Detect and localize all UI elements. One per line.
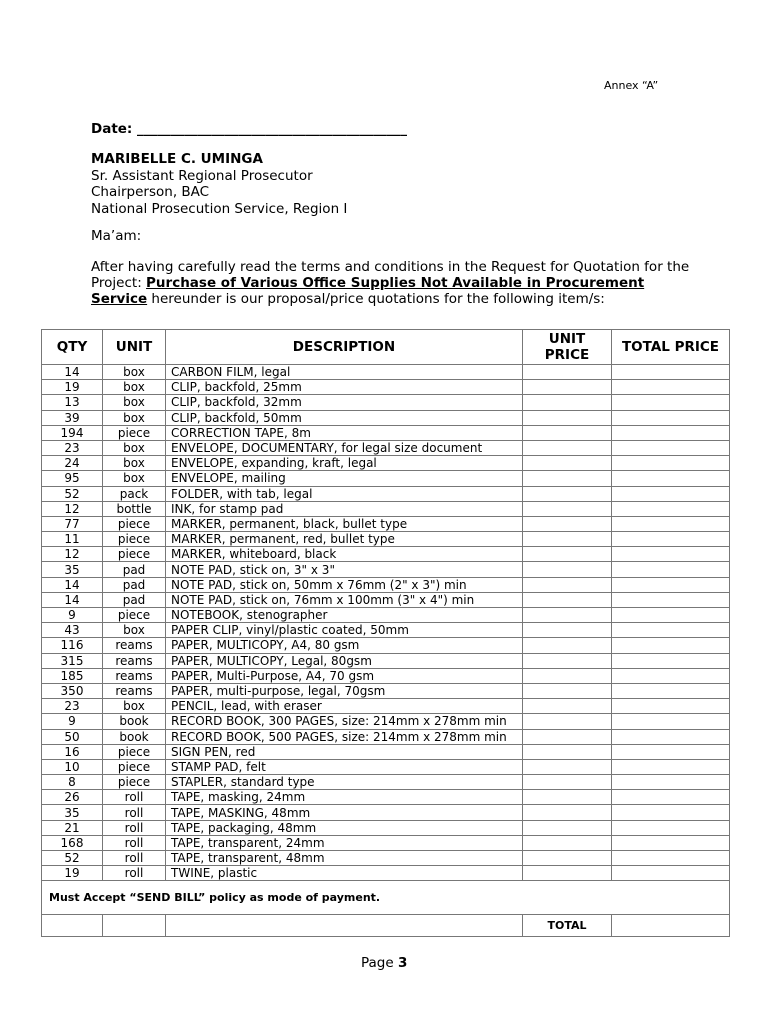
row-qty: 168 [42, 835, 103, 850]
row-unit: piece [103, 759, 166, 774]
row-description: NOTE PAD, stick on, 50mm x 76mm (2" x 3") min [166, 577, 523, 592]
row-qty: 77 [42, 516, 103, 531]
row-unit: roll [103, 790, 166, 805]
row-qty: 8 [42, 775, 103, 790]
row-unit: box [103, 380, 166, 395]
table-row [42, 516, 730, 531]
table-row [42, 653, 730, 668]
row-qty: 95 [42, 471, 103, 486]
table-row [42, 577, 730, 592]
row-unit-price[interactable] [523, 486, 612, 501]
header-total-price: TOTAL PRICE [612, 330, 730, 365]
row-description: TAPE, transparent, 24mm [166, 835, 523, 850]
row-description: ENVELOPE, mailing [166, 471, 523, 486]
row-qty: 14 [42, 592, 103, 607]
payment-note: Must Accept “SEND BILL” policy as mode of payment. [42, 881, 730, 915]
row-unit-price[interactable] [523, 851, 612, 866]
row-total-price[interactable] [612, 380, 730, 395]
row-total-price[interactable] [612, 395, 730, 410]
row-unit: reams [103, 638, 166, 653]
row-unit: pad [103, 592, 166, 607]
row-total-price[interactable] [612, 835, 730, 850]
table-row [42, 365, 730, 380]
row-unit: roll [103, 851, 166, 866]
row-total-price[interactable] [612, 653, 730, 668]
table-row [42, 623, 730, 638]
row-unit-price[interactable] [523, 638, 612, 653]
row-total-price[interactable] [612, 851, 730, 866]
body-intro: After having carefully read the terms and conditions in the Request for Quotation for the Project: [91, 259, 690, 291]
row-unit-price[interactable] [523, 577, 612, 592]
row-total-price[interactable] [612, 471, 730, 486]
table-row [42, 471, 730, 486]
table-row [42, 592, 730, 607]
row-unit: pad [103, 577, 166, 592]
row-total-price[interactable] [612, 486, 730, 501]
total-blank-cell [103, 915, 166, 937]
row-qty: 50 [42, 729, 103, 744]
row-description: MARKER, whiteboard, black [166, 547, 523, 562]
row-unit: piece [103, 608, 166, 623]
row-unit-price[interactable] [523, 380, 612, 395]
row-description: TWINE, plastic [166, 866, 523, 881]
row-qty: 9 [42, 714, 103, 729]
table-row [42, 835, 730, 850]
row-description: PAPER, multi-purpose, legal, 70gsm [166, 683, 523, 698]
row-unit: pad [103, 562, 166, 577]
row-total-price[interactable] [612, 866, 730, 881]
row-total-price[interactable] [612, 744, 730, 759]
row-unit: reams [103, 668, 166, 683]
table-row [42, 744, 730, 759]
row-total-price[interactable] [612, 638, 730, 653]
row-unit: box [103, 471, 166, 486]
row-description: INK, for stamp pad [166, 501, 523, 516]
row-unit: reams [103, 653, 166, 668]
row-unit-price[interactable] [523, 699, 612, 714]
row-unit: roll [103, 835, 166, 850]
row-description: TAPE, transparent, 48mm [166, 851, 523, 866]
recipient-office: National Prosecution Service, Region I [91, 200, 348, 217]
table-row [42, 775, 730, 790]
table-row [42, 714, 730, 729]
table-row [42, 410, 730, 425]
row-description: SIGN PEN, red [166, 744, 523, 759]
row-total-price[interactable] [612, 410, 730, 425]
total-blank-cell [166, 915, 523, 937]
table-row [42, 562, 730, 577]
row-unit: piece [103, 775, 166, 790]
row-total-price[interactable] [612, 577, 730, 592]
row-unit: reams [103, 683, 166, 698]
row-description: FOLDER, with tab, legal [166, 486, 523, 501]
row-total-price[interactable] [612, 683, 730, 698]
row-unit-price[interactable] [523, 395, 612, 410]
payment-note-row [42, 881, 730, 915]
quotation-table [41, 329, 730, 937]
row-unit-price[interactable] [523, 668, 612, 683]
row-qty: 19 [42, 866, 103, 881]
row-qty: 116 [42, 638, 103, 653]
row-total-price[interactable] [612, 365, 730, 380]
row-unit-price[interactable] [523, 623, 612, 638]
header-description: DESCRIPTION [166, 330, 523, 365]
row-unit-price[interactable] [523, 805, 612, 820]
page-label: Page [361, 955, 398, 971]
row-unit-price[interactable] [523, 456, 612, 471]
table-row [42, 790, 730, 805]
row-description: PAPER, MULTICOPY, A4, 80 gsm [166, 638, 523, 653]
table-row [42, 683, 730, 698]
row-qty: 52 [42, 851, 103, 866]
row-unit: piece [103, 547, 166, 562]
row-description: CORRECTION TAPE, 8m [166, 425, 523, 440]
row-total-price[interactable] [612, 714, 730, 729]
page-number-value: 3 [397, 955, 408, 971]
row-description: TAPE, MASKING, 48mm [166, 805, 523, 820]
table-header-row [42, 330, 730, 365]
row-unit: roll [103, 866, 166, 881]
row-qty: 24 [42, 456, 103, 471]
row-description: CLIP, backfold, 50mm [166, 410, 523, 425]
row-description: PAPER CLIP, vinyl/plastic coated, 50mm [166, 623, 523, 638]
row-unit: box [103, 623, 166, 638]
page-number [361, 955, 407, 971]
row-qty: 10 [42, 759, 103, 774]
grand-total-cell[interactable] [612, 915, 730, 937]
date-field: Date: ________________________________________ [91, 121, 408, 137]
row-unit-price[interactable] [523, 562, 612, 577]
table-row [42, 608, 730, 623]
row-unit-price[interactable] [523, 440, 612, 455]
row-total-price[interactable] [612, 456, 730, 471]
row-qty: 12 [42, 501, 103, 516]
row-description: STAPLER, standard type [166, 775, 523, 790]
row-total-price[interactable] [612, 805, 730, 820]
body-paragraph [91, 259, 691, 307]
row-unit-price[interactable] [523, 592, 612, 607]
row-unit: piece [103, 532, 166, 547]
table-row [42, 380, 730, 395]
row-qty: 315 [42, 653, 103, 668]
row-unit-price[interactable] [523, 790, 612, 805]
table-row [42, 699, 730, 714]
row-qty: 35 [42, 562, 103, 577]
row-unit-price[interactable] [523, 365, 612, 380]
row-unit: box [103, 410, 166, 425]
row-unit: roll [103, 820, 166, 835]
row-unit: box [103, 440, 166, 455]
table-row [42, 729, 730, 744]
row-description: ENVELOPE, expanding, kraft, legal [166, 456, 523, 471]
table-row [42, 440, 730, 455]
row-description: RECORD BOOK, 500 PAGES, size: 214mm x 278mm min [166, 729, 523, 744]
row-unit-price[interactable] [523, 532, 612, 547]
row-unit: box [103, 699, 166, 714]
row-qty: 350 [42, 683, 103, 698]
table-row [42, 425, 730, 440]
row-unit-price[interactable] [523, 471, 612, 486]
row-total-price[interactable] [612, 547, 730, 562]
row-qty: 35 [42, 805, 103, 820]
total-blank-cell [42, 915, 103, 937]
row-description: NOTE PAD, stick on, 3" x 3" [166, 562, 523, 577]
row-total-price[interactable] [612, 775, 730, 790]
row-description: STAMP PAD, felt [166, 759, 523, 774]
table-row [42, 501, 730, 516]
header-qty: QTY [42, 330, 103, 365]
row-qty: 43 [42, 623, 103, 638]
recipient-title: Sr. Assistant Regional Prosecutor [91, 167, 313, 184]
row-total-price[interactable] [612, 790, 730, 805]
row-total-price[interactable] [612, 608, 730, 623]
row-qty: 12 [42, 547, 103, 562]
row-total-price[interactable] [612, 501, 730, 516]
row-total-price[interactable] [612, 759, 730, 774]
header-unit: UNIT [103, 330, 166, 365]
row-qty: 13 [42, 395, 103, 410]
row-unit: box [103, 365, 166, 380]
row-unit: piece [103, 516, 166, 531]
row-total-price[interactable] [612, 699, 730, 714]
row-description: NOTEBOOK, stenographer [166, 608, 523, 623]
row-qty: 52 [42, 486, 103, 501]
row-unit: bottle [103, 501, 166, 516]
table-row [42, 866, 730, 881]
table-row [42, 638, 730, 653]
row-unit: book [103, 714, 166, 729]
table-row [42, 668, 730, 683]
total-row [42, 915, 730, 937]
table-row [42, 486, 730, 501]
row-description: CARBON FILM, legal [166, 365, 523, 380]
table-row [42, 820, 730, 835]
recipient-block [91, 151, 347, 217]
row-unit-price[interactable] [523, 425, 612, 440]
table-row [42, 532, 730, 547]
row-total-price[interactable] [612, 820, 730, 835]
row-total-price[interactable] [612, 532, 730, 547]
row-unit: piece [103, 744, 166, 759]
row-unit-price[interactable] [523, 744, 612, 759]
row-total-price[interactable] [612, 668, 730, 683]
row-total-price[interactable] [612, 516, 730, 531]
row-description: RECORD BOOK, 300 PAGES, size: 214mm x 278mm min [166, 714, 523, 729]
row-description: PENCIL, lead, with eraser [166, 699, 523, 714]
row-unit-price[interactable] [523, 608, 612, 623]
total-label: TOTAL [523, 915, 612, 937]
row-description: CLIP, backfold, 32mm [166, 395, 523, 410]
row-qty: 16 [42, 744, 103, 759]
row-description: TAPE, packaging, 48mm [166, 820, 523, 835]
table-row [42, 456, 730, 471]
row-unit: pack [103, 486, 166, 501]
table-row [42, 759, 730, 774]
row-qty: 14 [42, 577, 103, 592]
salutation: Ma’am: [91, 228, 142, 244]
project-title: Purchase of Various Office Supplies Not Available in Procurement Service [91, 275, 645, 307]
table-row [42, 395, 730, 410]
row-qty: 185 [42, 668, 103, 683]
row-unit-price[interactable] [523, 410, 612, 425]
header-unit-price: UNIT PRICE [523, 330, 612, 365]
row-qty: 11 [42, 532, 103, 547]
row-description: ENVELOPE, DOCUMENTARY, for legal size document [166, 440, 523, 455]
row-unit-price[interactable] [523, 516, 612, 531]
row-qty: 9 [42, 608, 103, 623]
row-unit: box [103, 395, 166, 410]
row-unit-price[interactable] [523, 653, 612, 668]
row-unit: roll [103, 805, 166, 820]
row-total-price[interactable] [612, 440, 730, 455]
row-unit-price[interactable] [523, 835, 612, 850]
row-unit: box [103, 456, 166, 471]
row-qty: 26 [42, 790, 103, 805]
row-total-price[interactable] [612, 729, 730, 744]
row-unit-price[interactable] [523, 729, 612, 744]
row-description: MARKER, permanent, red, bullet type [166, 532, 523, 547]
row-qty: 21 [42, 820, 103, 835]
row-total-price[interactable] [612, 425, 730, 440]
row-description: TAPE, masking, 24mm [166, 790, 523, 805]
row-unit-price[interactable] [523, 820, 612, 835]
row-qty: 23 [42, 440, 103, 455]
row-qty: 23 [42, 699, 103, 714]
row-description: PAPER, Multi-Purpose, A4, 70 gsm [166, 668, 523, 683]
row-unit-price[interactable] [523, 547, 612, 562]
table-row [42, 851, 730, 866]
row-total-price[interactable] [612, 562, 730, 577]
recipient-position: Chairperson, BAC [91, 184, 210, 200]
row-description: MARKER, permanent, black, bullet type [166, 516, 523, 531]
table-row [42, 547, 730, 562]
row-qty: 194 [42, 425, 103, 440]
row-unit-price[interactable] [523, 683, 612, 698]
row-description: CLIP, backfold, 25mm [166, 380, 523, 395]
row-description: PAPER, MULTICOPY, Legal, 80gsm [166, 653, 523, 668]
annex-label: Annex “A” [604, 79, 659, 92]
row-total-price[interactable] [612, 623, 730, 638]
recipient-name: MARIBELLE C. UMINGA [91, 151, 263, 167]
row-total-price[interactable] [612, 592, 730, 607]
row-unit: book [103, 729, 166, 744]
row-description: NOTE PAD, stick on, 76mm x 100mm (3" x 4") min [166, 592, 523, 607]
table-row [42, 805, 730, 820]
row-unit-price[interactable] [523, 759, 612, 774]
row-unit: piece [103, 425, 166, 440]
body-outro: hereunder is our proposal/price quotations for the following item/s: [147, 291, 605, 307]
row-qty: 39 [42, 410, 103, 425]
row-qty: 19 [42, 380, 103, 395]
row-unit-price[interactable] [523, 866, 612, 881]
row-unit-price[interactable] [523, 501, 612, 516]
row-unit-price[interactable] [523, 714, 612, 729]
row-qty: 14 [42, 365, 103, 380]
row-unit-price[interactable] [523, 775, 612, 790]
